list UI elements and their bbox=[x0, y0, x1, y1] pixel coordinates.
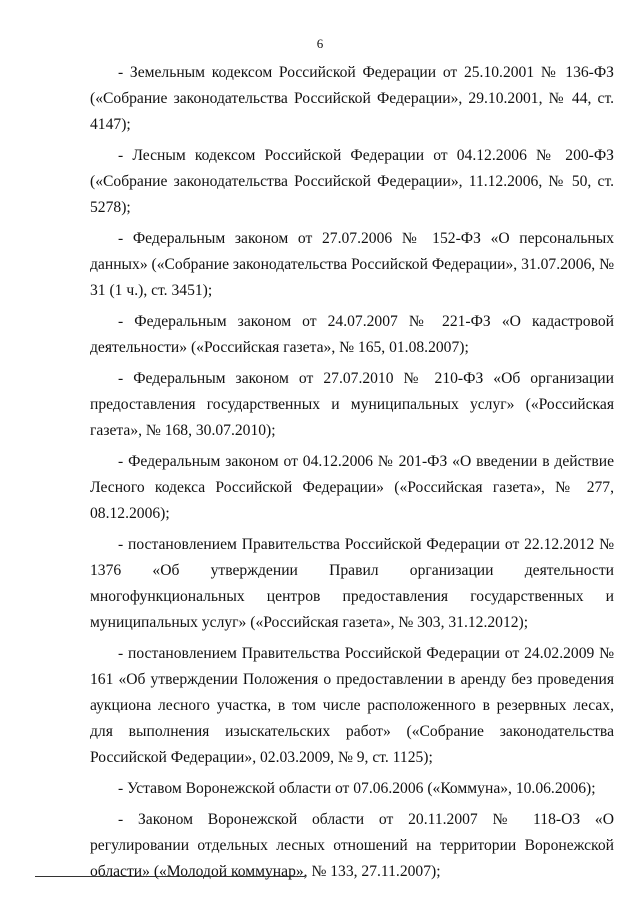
paragraph-law-221: - Федеральным законом от 24.07.2007 № 221-ФЗ «О кадастровой деятельности» («Российская газета», № 165, 01.08.2007); bbox=[90, 313, 614, 356]
paragraph-charter: - Уставом Воронежской области от 07.06.2006 («Коммуна», 10.06.2006); bbox=[118, 780, 596, 797]
paragraph-land-code: - Земельным кодексом Российской Федерации от 25.10.2001 № 136-ФЗ («Собрание законодательства Российской Федерации», 29.10.2001, № 44, ст. 4147); bbox=[90, 64, 614, 133]
footer-rule bbox=[35, 876, 305, 877]
paragraph-law-201: - Федеральным законом от 04.12.2006 № 201-ФЗ «О введении в действие Лесного кодекса Российской Федерации» («Российская газета», № 277, 08.12.2006); bbox=[90, 453, 614, 522]
paragraph-forest-code: - Лесным кодексом Российской Федерации от 04.12.2006 № 200-ФЗ («Собрание законодательства Российской Федерации», 11.12.2006, № 50, ст. 5278); bbox=[90, 147, 614, 216]
paragraph-law-152: - Федеральным законом от 27.07.2006 № 152-ФЗ «О персональных данных» («Собрание законодательства Российской Федерации», 31.07.2006, № 31 (1 ч.), ст. 3451); bbox=[90, 230, 614, 299]
page-number: 6 bbox=[316, 36, 324, 51]
document-body bbox=[90, 60, 614, 890]
paragraph-decree-161: - постановлением Правительства Российской Федерации от 24.02.2009 № 161 «Об утверждении Положения о предоставлении в аренду без проведения аукциона лесного участка, в том числе расположенного в резервных лесах, для выполнения изыскательских работ» («Собрание законодательства Российской Федерации», 02.03.2009, № 9, ст. 1125); bbox=[90, 645, 614, 766]
paragraph-law-118-oz: - Законом Воронежской области от 20.11.2007 № 118-ОЗ «О регулировании отдельных лесных отношений на территории Воронежской области» («Молодой коммунар», № 133, 27.11.2007); bbox=[90, 811, 614, 880]
paragraph-law-210: - Федеральным законом от 27.07.2010 № 210-ФЗ «Об организации предоставления государственных и муниципальных услуг» («Российская газета», № 168, 30.07.2010); bbox=[90, 370, 614, 439]
paragraph-decree-1376: - постановлением Правительства Российской Федерации от 22.12.2012 № 1376 «Об утверждении Правил организации деятельности многофункциональных центров предоставления государственных и муниципальных услуг» («Российская газета», № 303, 31.12.2012); bbox=[90, 536, 614, 631]
